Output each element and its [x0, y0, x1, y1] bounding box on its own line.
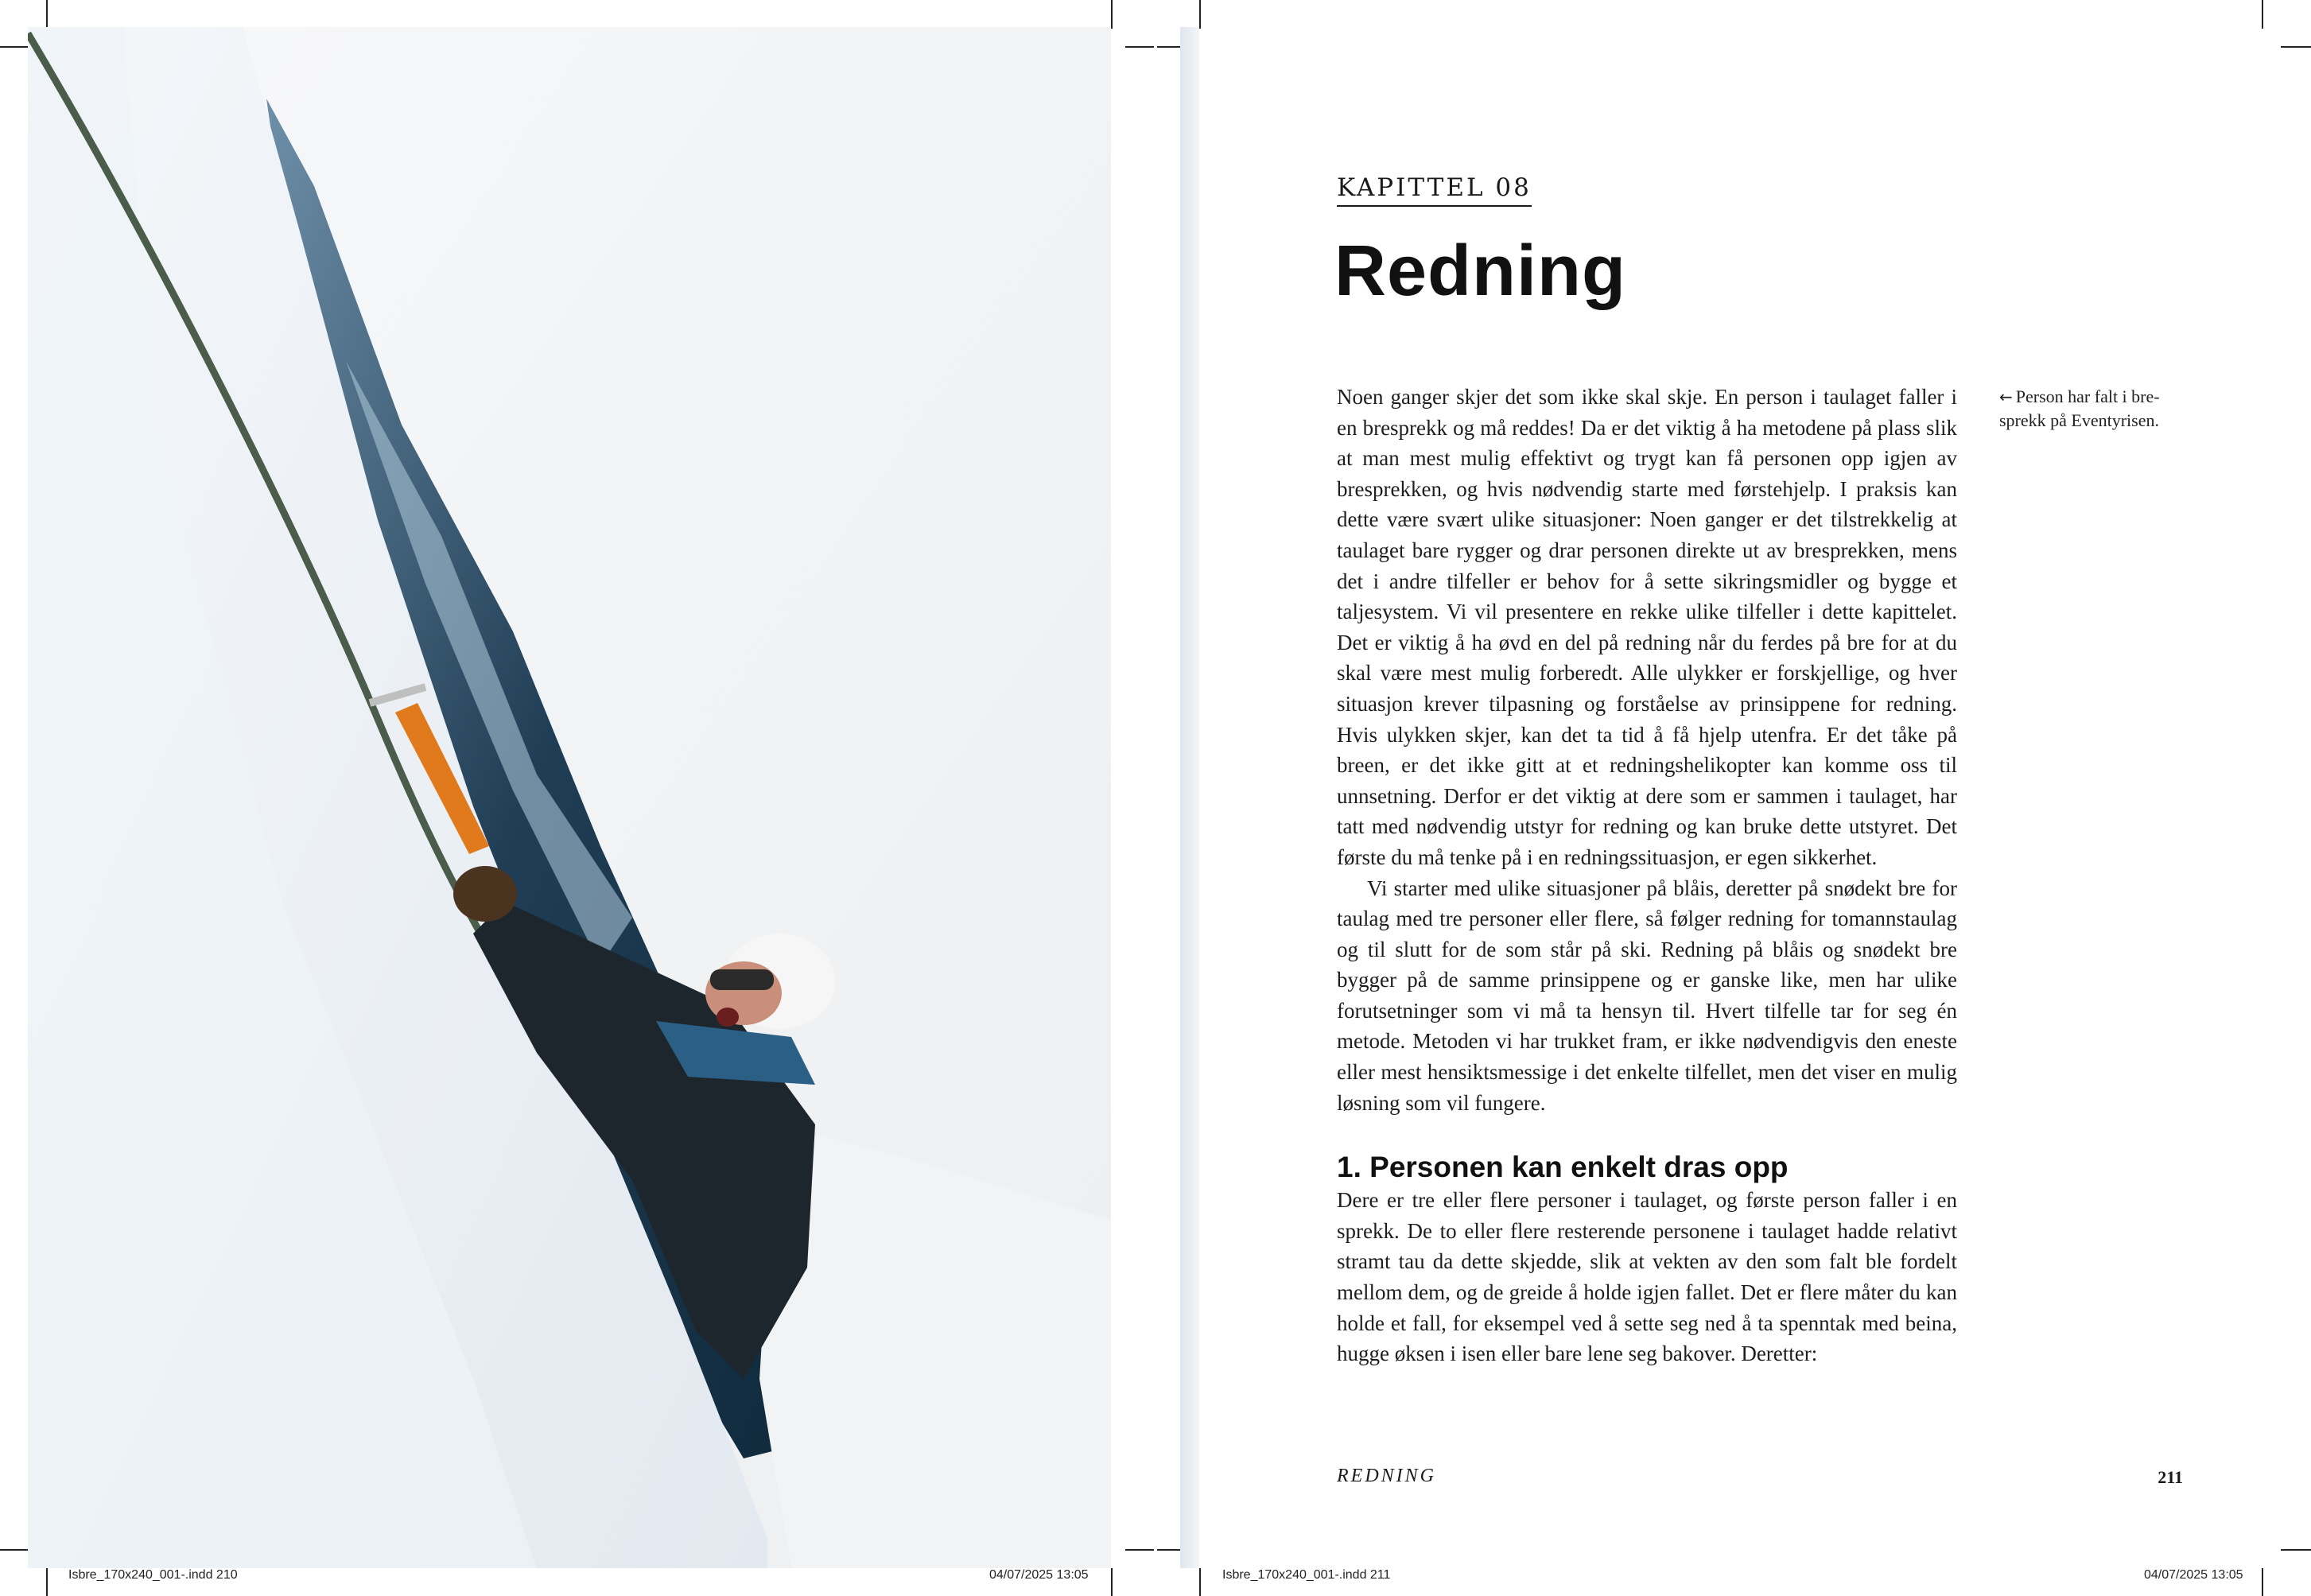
body-paragraph: Noen ganger skjer det som ikke skal skje. En person i taulaget faller i en bresprekk og må reddes! Da er det viktig å ha metodene på plass slik at man mest mulig effektivt og trygt kan få personen opp igjen av bresprekken, og hvis nødvendig starte med førstehjelp. I praksis kan dette være svært ulike situasjoner: Noen ganger er det tilstrekkelig at taulaget bare rygger og drar personen direkte ut av bresprekken, mens det i andre tilfeller er behov for å sette sikringsmidler og bygge et taljesystem. Vi vil presentere en rekke ulike tilfeller i dette kapittelet. Det er viktig å ha øvd en del på redning når du ferdes på bre for at du skal være mest mulig forberedt. Alle ulykker er forskjellige, og hver situasjon krever tilpasning og forståelse av prinsippene for redning. Hvis ulykken skjer, kan det ta tid å få hjelp utenfra. Er det tåke på breen, er det ikke gitt at et redningshelikopter kan komme oss til unnsetning. Derfor er det viktig at dere som er sammen i taulaget, har tatt med nødvendig utstyr for redning og kan bruke dette utstyret. Det første du må tenke på i en redningssituasjon, er egen sikkerhet.: [1337, 385, 1957, 869]
crop-mark: [1125, 1549, 1154, 1551]
crop-mark: [1111, 1568, 1113, 1596]
crop-mark: [2281, 1549, 2311, 1551]
page-number: 211: [2158, 1467, 2183, 1487]
crop-mark: [1125, 46, 1154, 48]
chapter-body: [1337, 382, 1957, 1369]
chapter-title: Redning: [1334, 231, 1626, 311]
crop-mark: [2281, 46, 2311, 48]
photo-caption: [1999, 385, 2190, 432]
slug-file-left: Isbre_170x240_001-.indd 210: [68, 1568, 238, 1582]
slug-file-right: Isbre_170x240_001-.indd 211: [1222, 1568, 1391, 1582]
crop-mark: [0, 46, 29, 48]
crop-mark: [1199, 1568, 1201, 1596]
slug-date-right: 04/07/2025 13:05: [2144, 1568, 2243, 1582]
crop-mark: [46, 1568, 48, 1596]
crop-mark: [1111, 0, 1113, 29]
photo-caption-text: Person har falt i bresprekk på Eventyrisen.: [1999, 386, 2160, 430]
crop-mark: [2262, 0, 2263, 29]
chapter-number: KAPITTEL 08: [1337, 173, 1532, 207]
crop-mark: [0, 1549, 29, 1551]
section-paragraph: Dere er tre eller flere personer i taulaget, og første person faller i en sprekk. De to eller flere resterende personene i taulaget hadde relativt stramt tau da dette skjedde, slik at vekten av den som falt ble fordelt mellom dem, og de greide å holde igjen fallet. Det er flere måter du kan holde et fall, for eksempel ved å sette seg ned å ta spenntak med beina, hugge øksen i isen eller bare lene seg bakover. Deretter:: [1337, 1188, 1957, 1366]
section-heading: 1. Personen kan enkelt dras opp: [1337, 1151, 1789, 1184]
crop-mark: [1199, 0, 1201, 29]
running-head: REDNING: [1337, 1466, 1436, 1486]
slug-date-left: 04/07/2025 13:05: [989, 1568, 1089, 1582]
crop-mark: [2262, 1568, 2263, 1596]
crop-mark: [46, 0, 48, 29]
photo-bleed-strip: [1180, 27, 1199, 1568]
arrow-left-icon: ←: [1999, 387, 2013, 406]
body-paragraph: Vi starter med ulike situasjoner på blåis, deretter på snødekt bre for taulag med tre personer eller flere, så følger redning for tomannstaulag og til slutt for de som står på ski. Redning på blåis og snødekt bre bygger på de samme prinsippene og er ganske like, men har ulike forutsetninger som vi må ta hensyn til. Hvert tilfelle tar for seg én metode. Metoden vi har trukket fram, er ikke nødvendigvis den eneste eller mest hensiktsmessige i det enkelte tilfellet, men det viser en mulig løsning som vil fungere.: [1337, 876, 1957, 1115]
crevasse-rescue-photo: [28, 27, 1111, 1568]
